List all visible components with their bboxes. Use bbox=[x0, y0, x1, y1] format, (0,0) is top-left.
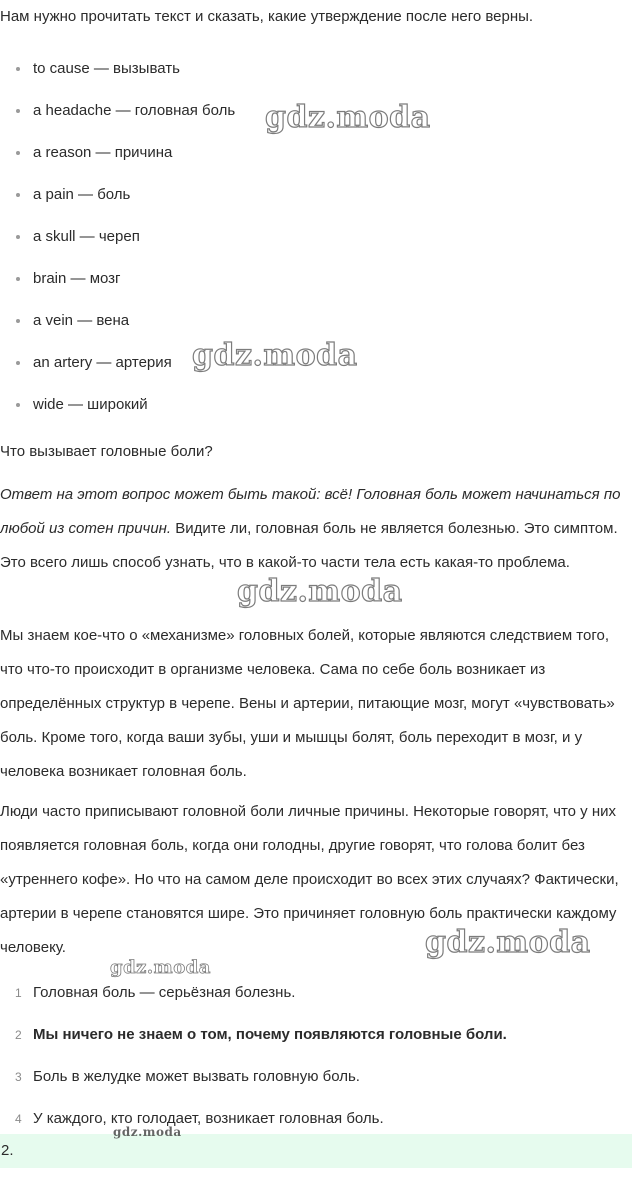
paragraph-3: Люди часто приписывают головной боли личные причины. Некоторые говорят, что у них появляется головная боль, когда они голодны, другие говорят, что голова болит без «утреннего кофе». Но что на самом деле происходит во всех этих случаях? Фактически, артерии в черепе становятся шире. Это причиняет головную боль практически каждому человеку. bbox=[0, 803, 619, 956]
list-item: a reason — причина bbox=[0, 132, 235, 174]
paragraph-1-text: Видите ли, головная боль не является болезнью. Это симптом. Это всего лишь способ узнать, что в какой-то части тела есть какая-то проблема. bbox=[0, 520, 618, 571]
bullet-icon bbox=[16, 235, 20, 239]
paragraph-1 bbox=[0, 478, 632, 580]
bullet-icon bbox=[16, 277, 20, 281]
list-item bbox=[0, 1056, 507, 1098]
bullet-icon bbox=[16, 193, 20, 197]
answer-box bbox=[0, 1134, 632, 1168]
list-item: a vein — вена bbox=[0, 300, 235, 342]
statement-text: Мы ничего не знаем о том, почему появляются головные боли. bbox=[33, 1026, 507, 1043]
intro-text: Нам нужно прочитать текст и сказать, какие утверждение после него верны. bbox=[0, 8, 534, 25]
list-item bbox=[0, 972, 507, 1014]
list-item: a skull — череп bbox=[0, 216, 235, 258]
watermark-logo: gdz.moda bbox=[425, 925, 591, 960]
statement-text: Боль в желудке может вызвать головную боль. bbox=[33, 1068, 360, 1085]
list-item: a pain — боль bbox=[0, 174, 235, 216]
list-item: an artery — артерия bbox=[0, 342, 235, 384]
bullet-icon bbox=[16, 67, 20, 71]
statement-text: У каждого, кто голодает, возникает головная боль. bbox=[33, 1110, 384, 1127]
statement-number: 1 bbox=[15, 986, 22, 1000]
question-heading: Что вызывает головные боли? bbox=[0, 443, 213, 456]
paragraph-2: Мы знаем кое-что о «механизме» головных болей, которые являются следствием того, что что-то происходит в организме человека. Сама по себе боль возникает из определённых структур в черепе. Вены и артерии, питающие мозг, могут «чувствовать» боль. Кроме того, когда ваши зубы, уши и мышцы болят, боль переходит в мозг, и у человека возникает головная боль. bbox=[0, 627, 615, 780]
statement-text: Головная боль — серьёзная болезнь. bbox=[33, 984, 296, 1001]
watermark-logo: gdz.moda bbox=[265, 100, 431, 135]
list-item: wide — широкий bbox=[0, 384, 235, 426]
watermark-logo: gdz.moda bbox=[192, 338, 358, 373]
list-item: a headache — головная боль bbox=[0, 90, 235, 132]
bullet-icon bbox=[16, 319, 20, 323]
watermark-logo: gdz.moda bbox=[237, 574, 403, 609]
statements-list bbox=[0, 972, 507, 1140]
bullet-icon bbox=[16, 109, 20, 113]
watermark-logo: gdz.moda bbox=[110, 957, 211, 978]
statement-number: 3 bbox=[15, 1070, 22, 1084]
bullet-icon bbox=[16, 361, 20, 365]
answer-text: 2. bbox=[1, 1142, 14, 1159]
statement-number: 2 bbox=[15, 1028, 22, 1042]
statement-number: 4 bbox=[15, 1112, 22, 1126]
list-item bbox=[0, 1014, 507, 1056]
bullet-icon bbox=[16, 403, 20, 407]
watermark-logo: gdz.moda bbox=[113, 1125, 182, 1139]
list-item: to cause — вызывать bbox=[0, 48, 235, 90]
bullet-icon bbox=[16, 151, 20, 155]
list-item: brain — мозг bbox=[0, 258, 235, 300]
paragraph-1-italic: Ответ на этот вопрос может быть такой: всё! Головная боль может начинаться по любой из сотен причин. bbox=[0, 486, 621, 537]
